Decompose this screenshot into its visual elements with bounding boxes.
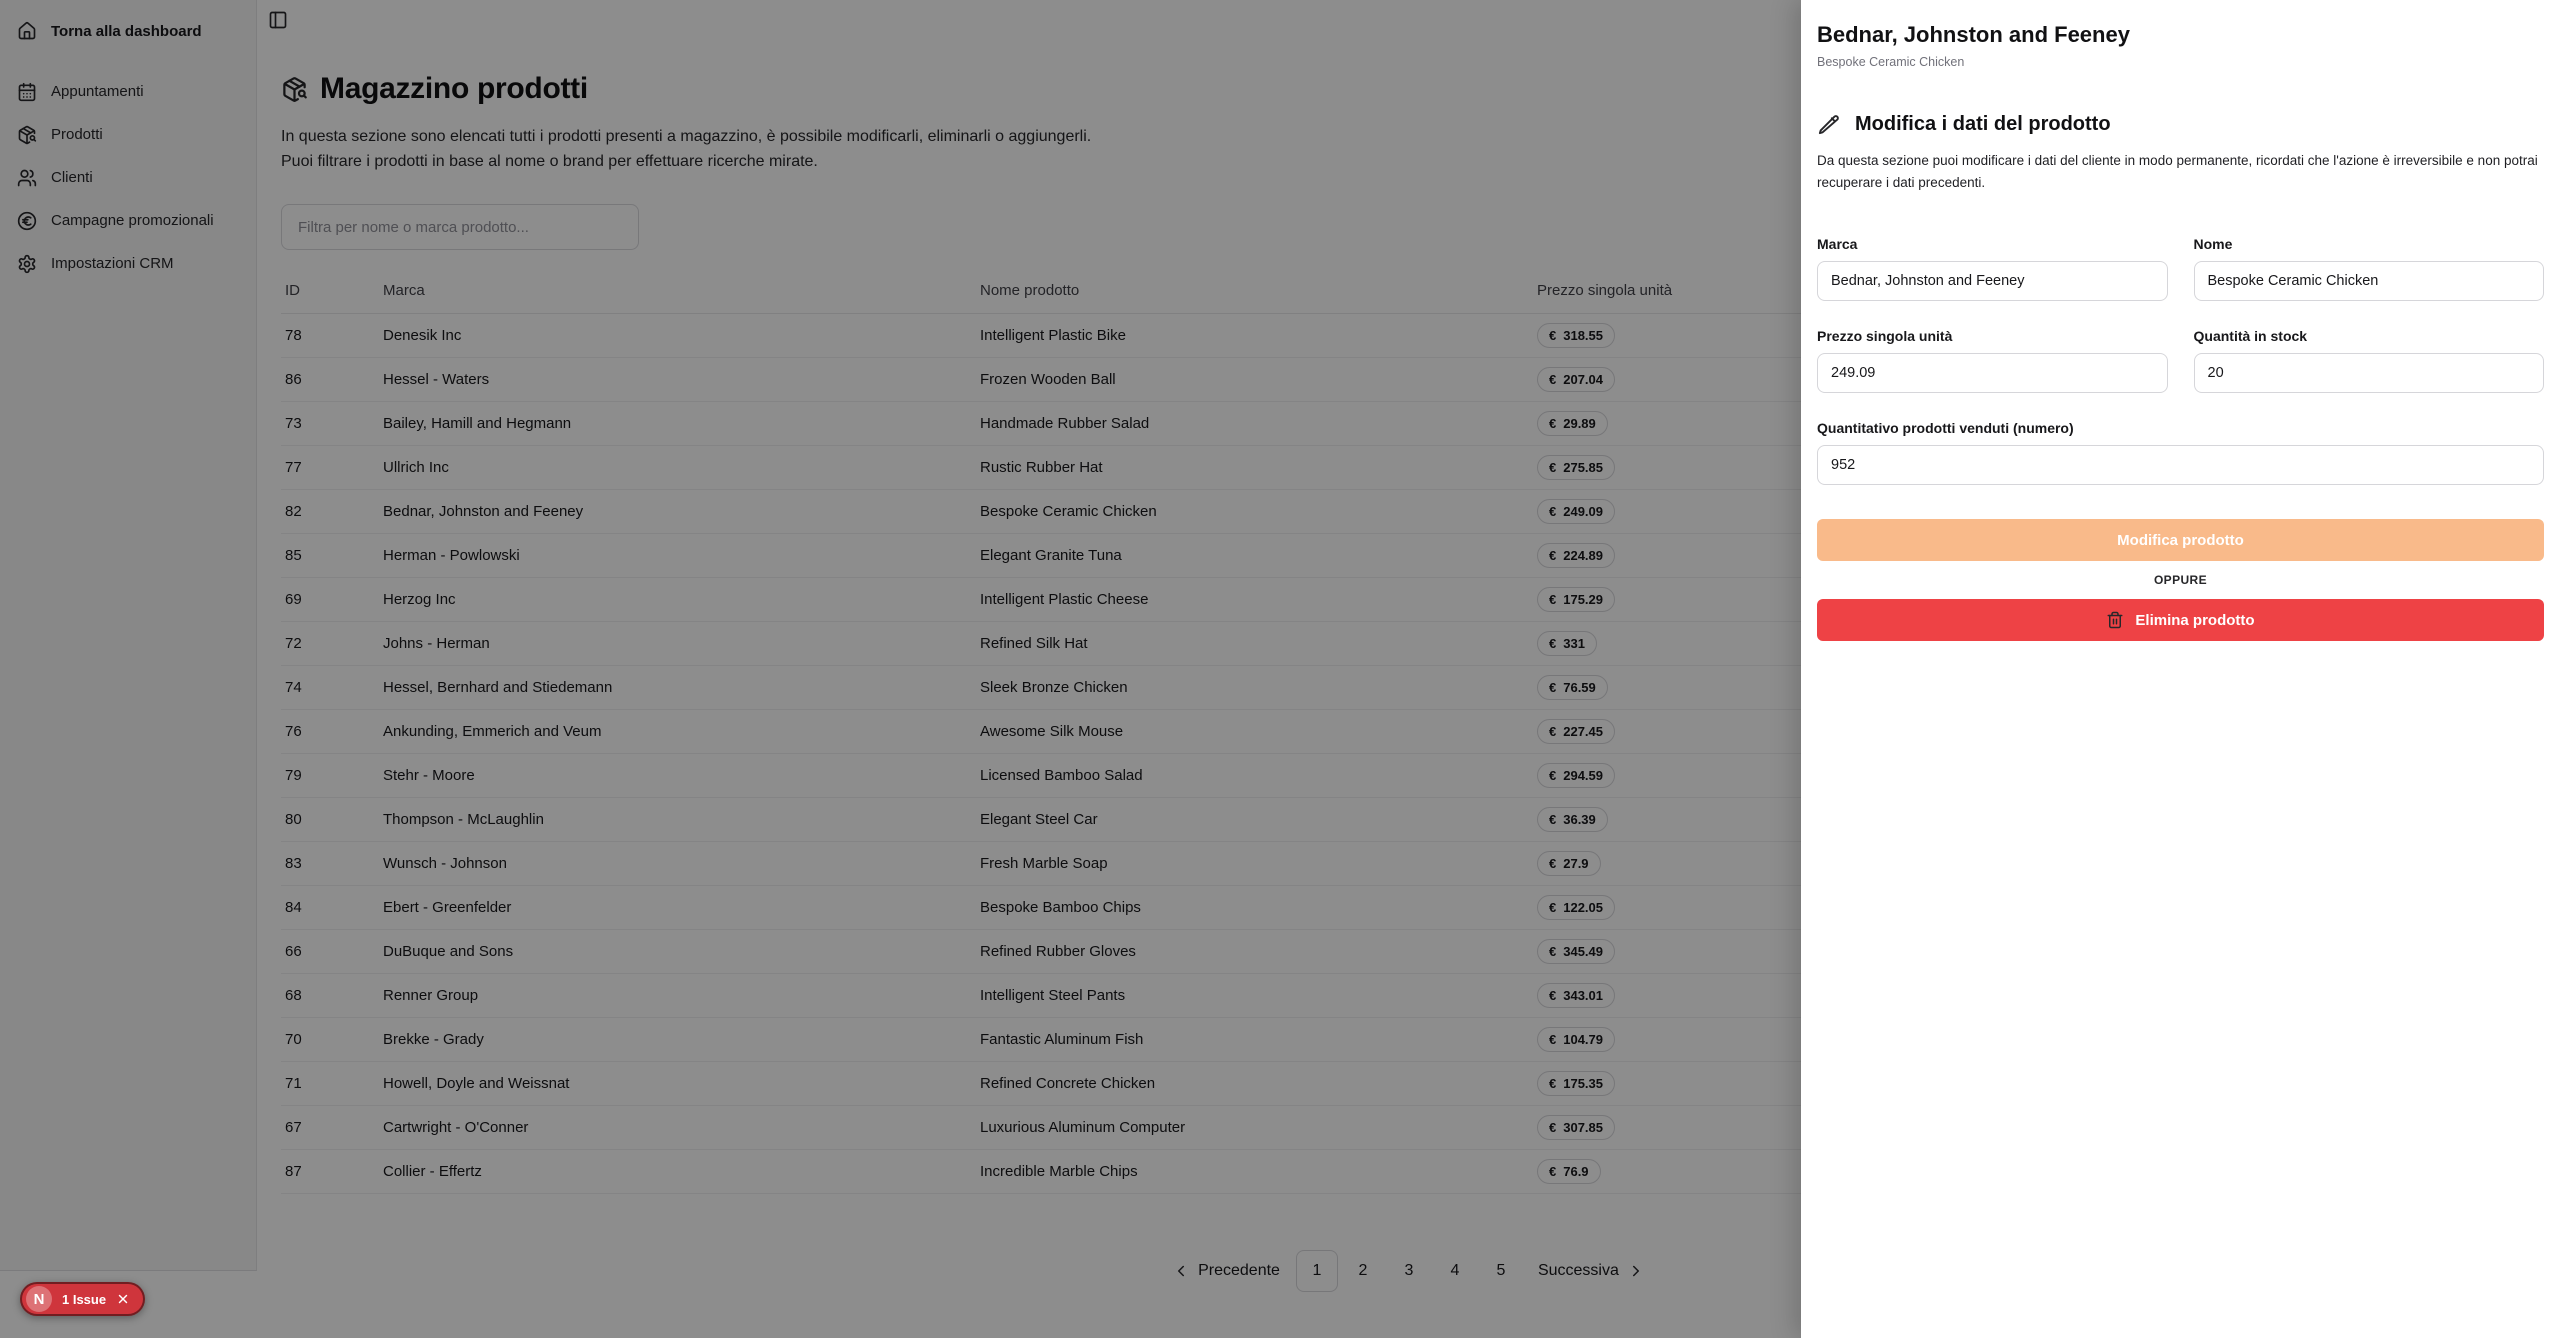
- description-line-1: In questa sezione sono elencati tutti i prodotti presenti a magazzino, è possibile modificarli, eliminarli o aggiungerli.: [281, 128, 1092, 145]
- cell-id: 83: [281, 842, 379, 886]
- price-value: 345.49: [1563, 944, 1603, 959]
- cell-nome: Elegant Granite Tuna: [976, 534, 1533, 578]
- cell-id: 73: [281, 402, 379, 446]
- cell-marca: Cartwright - O'Conner: [379, 1106, 976, 1150]
- currency-symbol: €: [1549, 548, 1557, 563]
- cell-id: 87: [281, 1150, 379, 1194]
- currency-symbol: €: [1549, 812, 1557, 827]
- drawer-section-description: Da questa sezione puoi modificare i dati del cliente in modo permanente, ricordati che l'azione è irreversibile e non potrai recuperare i dati precedenti.: [1817, 153, 2538, 190]
- cell-id: 66: [281, 930, 379, 974]
- pencil-icon: [1817, 113, 1840, 136]
- price-value: 36.39: [1563, 812, 1596, 827]
- currency-symbol: €: [1549, 856, 1557, 871]
- cell-nome: Intelligent Steel Pants: [976, 974, 1533, 1018]
- column-header-marca: Marca: [383, 282, 425, 299]
- modify-product-button[interactable]: Modifica prodotto: [1817, 519, 2544, 561]
- nome-label: Nome: [2193, 236, 2233, 252]
- nome-input[interactable]: [2194, 261, 2545, 301]
- price-value: 27.9: [1563, 856, 1589, 871]
- pagination-page-button[interactable]: 2: [1358, 1262, 1368, 1279]
- cell-nome: Fantastic Aluminum Fish: [976, 1018, 1533, 1062]
- cell-nome: Intelligent Plastic Bike: [976, 314, 1533, 358]
- cell-nome: Bespoke Bamboo Chips: [976, 886, 1533, 930]
- price-value: 207.04: [1563, 372, 1603, 387]
- column-header-id: ID: [285, 282, 300, 299]
- cell-marca: Bednar, Johnston and Feeney: [379, 490, 976, 534]
- drawer-title: Bednar, Johnston and Feeney: [1817, 22, 2130, 47]
- cell-id: 82: [281, 490, 379, 534]
- price-value: 29.89: [1563, 416, 1596, 431]
- currency-symbol: €: [1549, 1076, 1557, 1091]
- currency-symbol: €: [1549, 592, 1557, 607]
- currency-symbol: €: [1549, 988, 1557, 1003]
- price-value: 294.59: [1563, 768, 1603, 783]
- currency-symbol: €: [1549, 416, 1557, 431]
- currency-symbol: €: [1549, 636, 1557, 651]
- edit-product-form: [1817, 236, 2544, 641]
- currency-symbol: €: [1549, 1164, 1557, 1179]
- prezzo-input[interactable]: [1817, 353, 2168, 393]
- currency-symbol: €: [1549, 504, 1557, 519]
- marca-label: Marca: [1817, 236, 1858, 252]
- cell-marca: Herzog Inc: [379, 578, 976, 622]
- price-value: 318.55: [1563, 328, 1603, 343]
- cell-marca: Stehr - Moore: [379, 754, 976, 798]
- currency-symbol: €: [1549, 460, 1557, 475]
- cell-marca: Denesik Inc: [379, 314, 976, 358]
- cell-id: 78: [281, 314, 379, 358]
- cell-id: 68: [281, 974, 379, 1018]
- cell-id: 84: [281, 886, 379, 930]
- price-value: 175.29: [1563, 592, 1603, 607]
- quantita-label: Quantità in stock: [2193, 328, 2308, 344]
- cell-marca: DuBuque and Sons: [379, 930, 976, 974]
- field-quantita: [2194, 328, 2545, 393]
- cell-marca: Hessel, Bernhard and Stiedemann: [379, 666, 976, 710]
- delete-product-label: Elimina prodotto: [2135, 611, 2255, 629]
- price-value: 275.85: [1563, 460, 1603, 475]
- dev-issues-label: 1 Issue: [62, 1291, 107, 1307]
- cell-id: 79: [281, 754, 379, 798]
- cell-nome: Handmade Rubber Salad: [976, 402, 1533, 446]
- edit-product-drawer: [1801, 0, 2560, 1338]
- cell-marca: Thompson - McLaughlin: [379, 798, 976, 842]
- currency-symbol: €: [1549, 372, 1557, 387]
- sidebar-item-label: Appuntamenti: [51, 83, 144, 100]
- sidebar-item-label: Campagne promozionali: [51, 212, 214, 229]
- description-line-2: Puoi filtrare i prodotti in base al nome o brand per effettuare ricerche mirate.: [281, 153, 818, 170]
- price-value: 307.85: [1563, 1120, 1603, 1135]
- cell-marca: Brekke - Grady: [379, 1018, 976, 1062]
- currency-symbol: €: [1549, 1032, 1557, 1047]
- sidebar-item-label: Clienti: [51, 169, 93, 186]
- sidebar-item-label: Impostazioni CRM: [51, 255, 174, 272]
- price-value: 104.79: [1563, 1032, 1603, 1047]
- currency-symbol: €: [1549, 1120, 1557, 1135]
- sidebar-item-label: Torna alla dashboard: [51, 22, 202, 40]
- cell-id: 85: [281, 534, 379, 578]
- cell-id: 86: [281, 358, 379, 402]
- cell-nome: Licensed Bamboo Salad: [976, 754, 1533, 798]
- cell-nome: Refined Concrete Chicken: [976, 1062, 1533, 1106]
- cell-id: 74: [281, 666, 379, 710]
- cell-marca: Renner Group: [379, 974, 976, 1018]
- pagination-next-label: Successiva: [1537, 1262, 1619, 1279]
- column-header-prezzo: Prezzo singola unità: [1537, 282, 1673, 299]
- price-value: 122.05: [1563, 900, 1603, 915]
- currency-symbol: €: [1549, 680, 1557, 695]
- cell-nome: Luxurious Aluminum Computer: [976, 1106, 1533, 1150]
- field-venduti: [1817, 420, 2544, 485]
- cell-nome: Refined Silk Hat: [976, 622, 1533, 666]
- cell-id: 70: [281, 1018, 379, 1062]
- page-title: Magazzino prodotti: [320, 72, 588, 105]
- cell-nome: Frozen Wooden Ball: [976, 358, 1533, 402]
- price-value: 249.09: [1563, 504, 1603, 519]
- close-icon[interactable]: [116, 1292, 130, 1306]
- delete-product-button[interactable]: [1817, 599, 2544, 641]
- cell-id: 69: [281, 578, 379, 622]
- price-value: 227.45: [1563, 724, 1603, 739]
- cell-nome: Bespoke Ceramic Chicken: [976, 490, 1533, 534]
- marca-input[interactable]: [1817, 261, 2168, 301]
- price-value: 331: [1563, 636, 1585, 651]
- cell-nome: Incredible Marble Chips: [976, 1150, 1533, 1194]
- cell-id: 72: [281, 622, 379, 666]
- cell-id: 80: [281, 798, 379, 842]
- currency-symbol: €: [1549, 900, 1557, 915]
- currency-symbol: €: [1549, 724, 1557, 739]
- price-value: 76.9: [1563, 1164, 1589, 1179]
- nextjs-logo-icon: N: [26, 1286, 52, 1312]
- cell-nome: Rustic Rubber Hat: [976, 446, 1533, 490]
- pagination-page-button[interactable]: 5: [1496, 1262, 1506, 1279]
- drawer-section-title: Modifica i dati del prodotto: [1855, 113, 2111, 135]
- currency-symbol: €: [1549, 944, 1557, 959]
- pagination-page-button[interactable]: 1: [1296, 1250, 1338, 1292]
- cell-marca: Ullrich Inc: [379, 446, 976, 490]
- cell-id: 71: [281, 1062, 379, 1106]
- or-divider-label: OPPURE: [2153, 573, 2208, 587]
- price-value: 76.59: [1563, 680, 1596, 695]
- cell-marca: Hessel - Waters: [379, 358, 976, 402]
- column-header-nome: Nome prodotto: [980, 282, 1080, 299]
- venduti-label: Quantitativo prodotti venduti (numero): [1817, 420, 2074, 436]
- pagination-prev-label: Precedente: [1198, 1262, 1280, 1279]
- cell-nome: Awesome Silk Mouse: [976, 710, 1533, 754]
- quantita-input[interactable]: [2194, 353, 2545, 393]
- cell-marca: Howell, Doyle and Weissnat: [379, 1062, 976, 1106]
- cell-marca: Herman - Powlowski: [379, 534, 976, 578]
- cell-marca: Johns - Herman: [379, 622, 976, 666]
- drawer-section-header: [1817, 113, 2544, 136]
- pagination-page-button[interactable]: 4: [1450, 1262, 1460, 1279]
- field-prezzo: [1817, 328, 2168, 393]
- cell-nome: Intelligent Plastic Cheese: [976, 578, 1533, 622]
- cell-id: 67: [281, 1106, 379, 1150]
- pagination-page-button[interactable]: 3: [1404, 1262, 1414, 1279]
- cell-nome: Elegant Steel Car: [976, 798, 1533, 842]
- field-nome: [2194, 236, 2545, 301]
- cell-id: 76: [281, 710, 379, 754]
- field-marca: [1817, 236, 2168, 301]
- cell-marca: Bailey, Hamill and Hegmann: [379, 402, 976, 446]
- dev-issues-badge[interactable]: [20, 1282, 145, 1316]
- currency-symbol: €: [1549, 328, 1557, 343]
- prezzo-label: Prezzo singola unità: [1817, 328, 1953, 344]
- cell-id: 77: [281, 446, 379, 490]
- cell-marca: Ankunding, Emmerich and Veum: [379, 710, 976, 754]
- cell-marca: Ebert - Greenfelder: [379, 886, 976, 930]
- trash-icon: [2106, 611, 2124, 629]
- cell-marca: Wunsch - Johnson: [379, 842, 976, 886]
- price-value: 175.35: [1563, 1076, 1603, 1091]
- sidebar-item-label: Prodotti: [51, 126, 103, 143]
- cell-nome: Refined Rubber Gloves: [976, 930, 1533, 974]
- price-value: 224.89: [1563, 548, 1603, 563]
- venduti-input[interactable]: [1817, 445, 2544, 485]
- drawer-subtitle: Bespoke Ceramic Chicken: [1817, 55, 1965, 69]
- currency-symbol: €: [1549, 768, 1557, 783]
- price-value: 343.01: [1563, 988, 1603, 1003]
- cell-marca: Collier - Effertz: [379, 1150, 976, 1194]
- cell-nome: Sleek Bronze Chicken: [976, 666, 1533, 710]
- cell-nome: Fresh Marble Soap: [976, 842, 1533, 886]
